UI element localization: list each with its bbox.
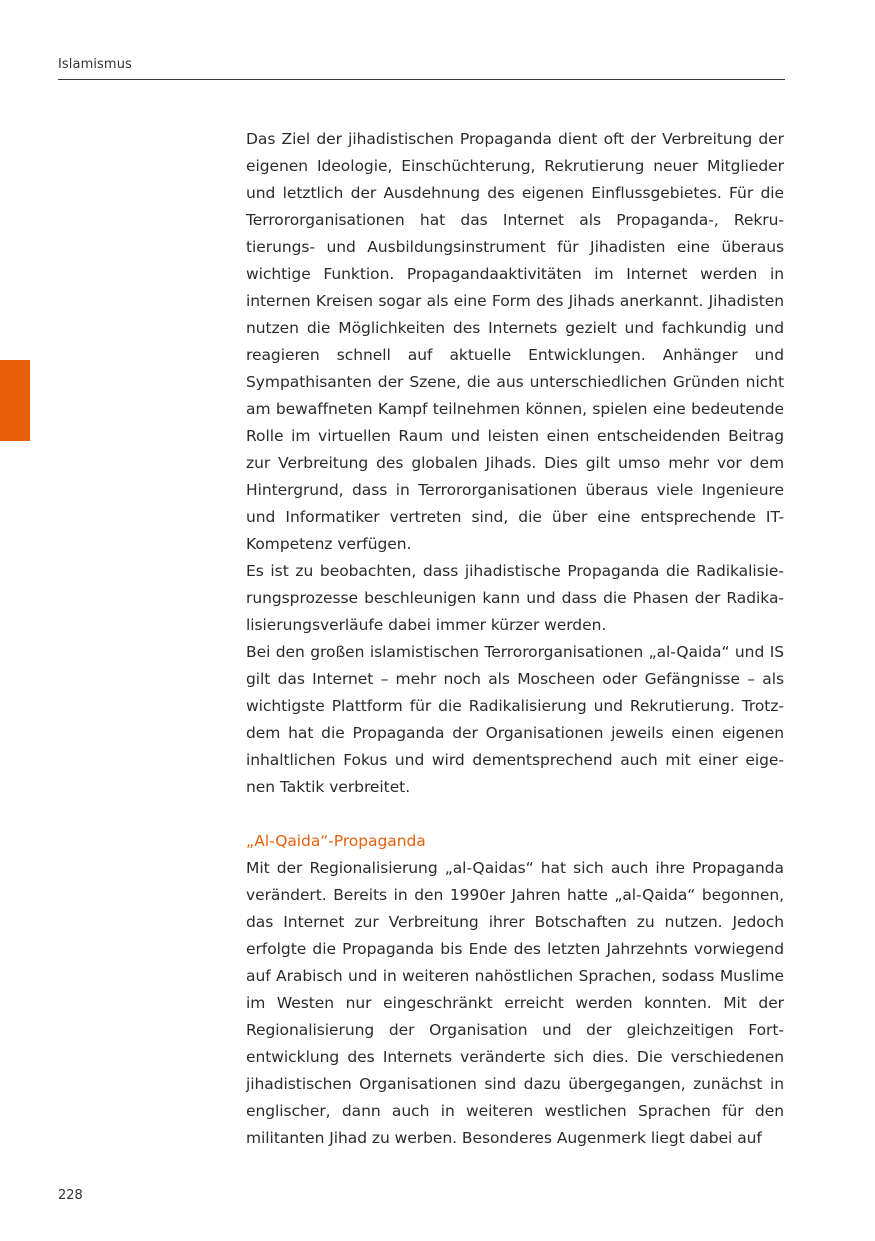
paragraph-propaganda-goals: Das Ziel der jihadistischen Propaganda dient oft der Verbreitung der eigenen Ideologie, Einschüchterung, Rekrutierung neuer Mitglieder und letztlich der Ausdehnung des eigenen Einflussgebietes. Für die Terrororganisationen hat das Internet als Propaganda-, Rekrutierungs- und Ausbildungsinstrument für Jihadisten eine überaus wichtige Funktion. Propagandaaktivitäten im Internet werden in internen Kreisen sogar als eine Form des Jihads anerkannt. Jihadisten nutzen die Möglichkeiten des Internets gezielt und fachkundig und reagieren schnell auf aktuelle Entwicklungen. Anhänger und Sympathisanten der Szene, die aus unterschiedlichen Gründen nicht am bewaffneten Kampf teilnehmen können, spielen eine bedeutende Rolle im virtuellen Raum und leisten einen entscheidenden Beitrag zur Verbreitung des globalen Jihads. Dies gilt umso mehr vor dem Hintergrund, dass in Terrororganisationen überaus viele Ingenieure und Informatiker vertreten sind, die über eine entsprechende IT-Kompetenz verfügen.	[246, 130, 784, 553]
paragraph-al-qaida-propaganda: Mit der Regionalisierung „al-Qaidas“ hat sich auch ihre Propaganda verändert. Bereits in den 1990er Jahren hatte „al-Qaida“ begonnen, das Internet zur Verbreitung ihrer Botschaften zu nutzen. Jedoch erfolgte die Propaganda bis Ende des letzten Jahrzehnts vorwiegend auf Arabisch und in weiteren nahöstlichen Sprachen, sodass Muslime im Westen nur eingeschränkt erreicht werden konnten. Mit der Regionalisierung der Organisation und der gleichzeitigen Fortentwicklung des Internets veränderte sich dies. Die verschiedenen jihadistischen Organisationen sind dazu übergegangen, zunächst in englischer, dann auch in weiteren westlichen Sprachen für den militanten Jihad zu werben. Besonderes Augenmerk liegt dabei auf	[246, 859, 784, 1147]
paragraph-radicalization-speed: Es ist zu beobachten, dass jihadistische Propaganda die Radikalisierungsprozesse beschleunigen kann und dass die Phasen der Radikalisierungsverläufe dabei immer kürzer werden.	[246, 562, 784, 634]
chapter-marker-tab	[0, 360, 30, 441]
paragraph-internet-platform: Bei den großen islamistischen Terrororganisationen „al-Qaida“ und IS gilt das Internet – mehr noch als Moscheen oder Gefängnisse – als wichtigste Plattform für die Radikalisierung und Rekrutierung. Trotzdem hat die Propaganda der Organisationen jeweils einen eigenen inhaltlichen Fokus und wird dementsprechend auch mit einer eigenen Taktik verbreitet.	[246, 643, 784, 796]
section-heading-al-qaida: „Al-Qaida“-Propaganda	[246, 832, 426, 850]
page-number: 228	[58, 1188, 83, 1203]
header-divider	[58, 79, 785, 80]
running-header-title: Islamismus	[58, 57, 132, 72]
main-text-column	[246, 126, 784, 1152]
